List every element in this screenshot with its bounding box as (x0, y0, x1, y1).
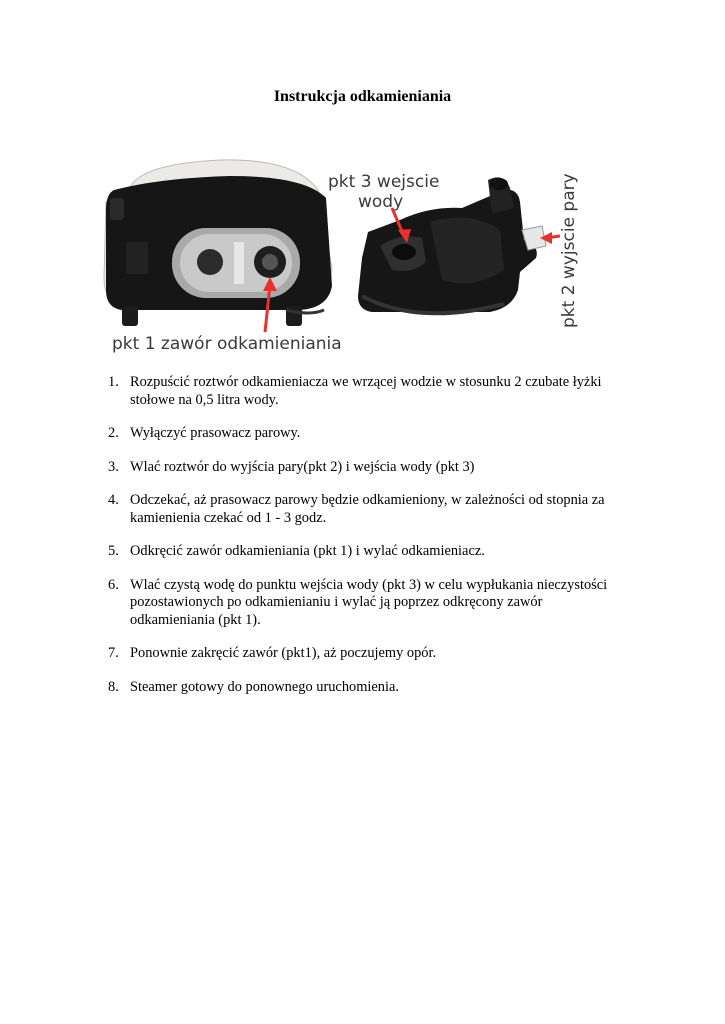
step-text: Wlać roztwór do wyjścia pary(pkt 2) i wejścia wody (pkt 3) (130, 458, 475, 475)
step-item (102, 374, 622, 409)
page-title: Instrukcja odkamieniania (273, 88, 452, 105)
step-number: 3. (108, 458, 119, 475)
step-item (102, 577, 622, 630)
instruction-steps (102, 374, 622, 712)
steamer-photo (100, 150, 600, 360)
step-number: 7. (108, 645, 119, 661)
step-item (102, 645, 622, 663)
step-number: 1. (108, 374, 119, 390)
step-number: 2. (108, 425, 119, 441)
steamer-underside-image (104, 160, 332, 326)
pkt1-label: pkt 1 zawór odkamieniania (112, 334, 342, 354)
step-text: Rozpuścić roztwór odkamieniacza we wrzącej wodzie w stosunku 2 czubate łyżki stołowe na 0,5 litra wody. (130, 374, 602, 408)
step-text: Wlać czystą wodę do punktu wejścia wody (pkt 3) w celu wypłukania nieczystości pozostawionych po odkamienianiu i wylać ją poprzez odkręcony zawór odkamieniania (pkt 1). (130, 576, 608, 628)
steamer-photo-figure (100, 150, 600, 360)
step-item (102, 459, 622, 477)
step-item (102, 679, 622, 697)
pkt3-label-line1: pkt 3 wejscie (328, 172, 440, 192)
step-number: 4. (108, 492, 119, 508)
step-text: Odczekać, aż prasowacz parowy będzie odkamieniony, w zależności od stopnia za kamienienia czekać od 1 - 3 godz. (130, 492, 605, 526)
step-text: Odkręcić zawór odkamieniania (pkt 1) i wylać odkamieniacz. (130, 543, 485, 559)
step-number: 5. (108, 543, 119, 559)
pkt2-label: pkt 2 wyjscie pary (559, 173, 579, 328)
step-item (102, 492, 622, 527)
step-number: 8. (108, 678, 119, 695)
step-item (102, 543, 622, 561)
step-text: Ponownie zakręcić zawór (pkt1), aż poczujemy opór. (130, 645, 437, 661)
step-text: Steamer gotowy do ponownego uruchomienia. (130, 678, 399, 695)
step-number: 6. (108, 576, 119, 593)
step-text: Wyłączyć prasowacz parowy. (130, 425, 301, 441)
pkt3-label-line2: wody (358, 192, 404, 212)
step-item (102, 425, 622, 443)
